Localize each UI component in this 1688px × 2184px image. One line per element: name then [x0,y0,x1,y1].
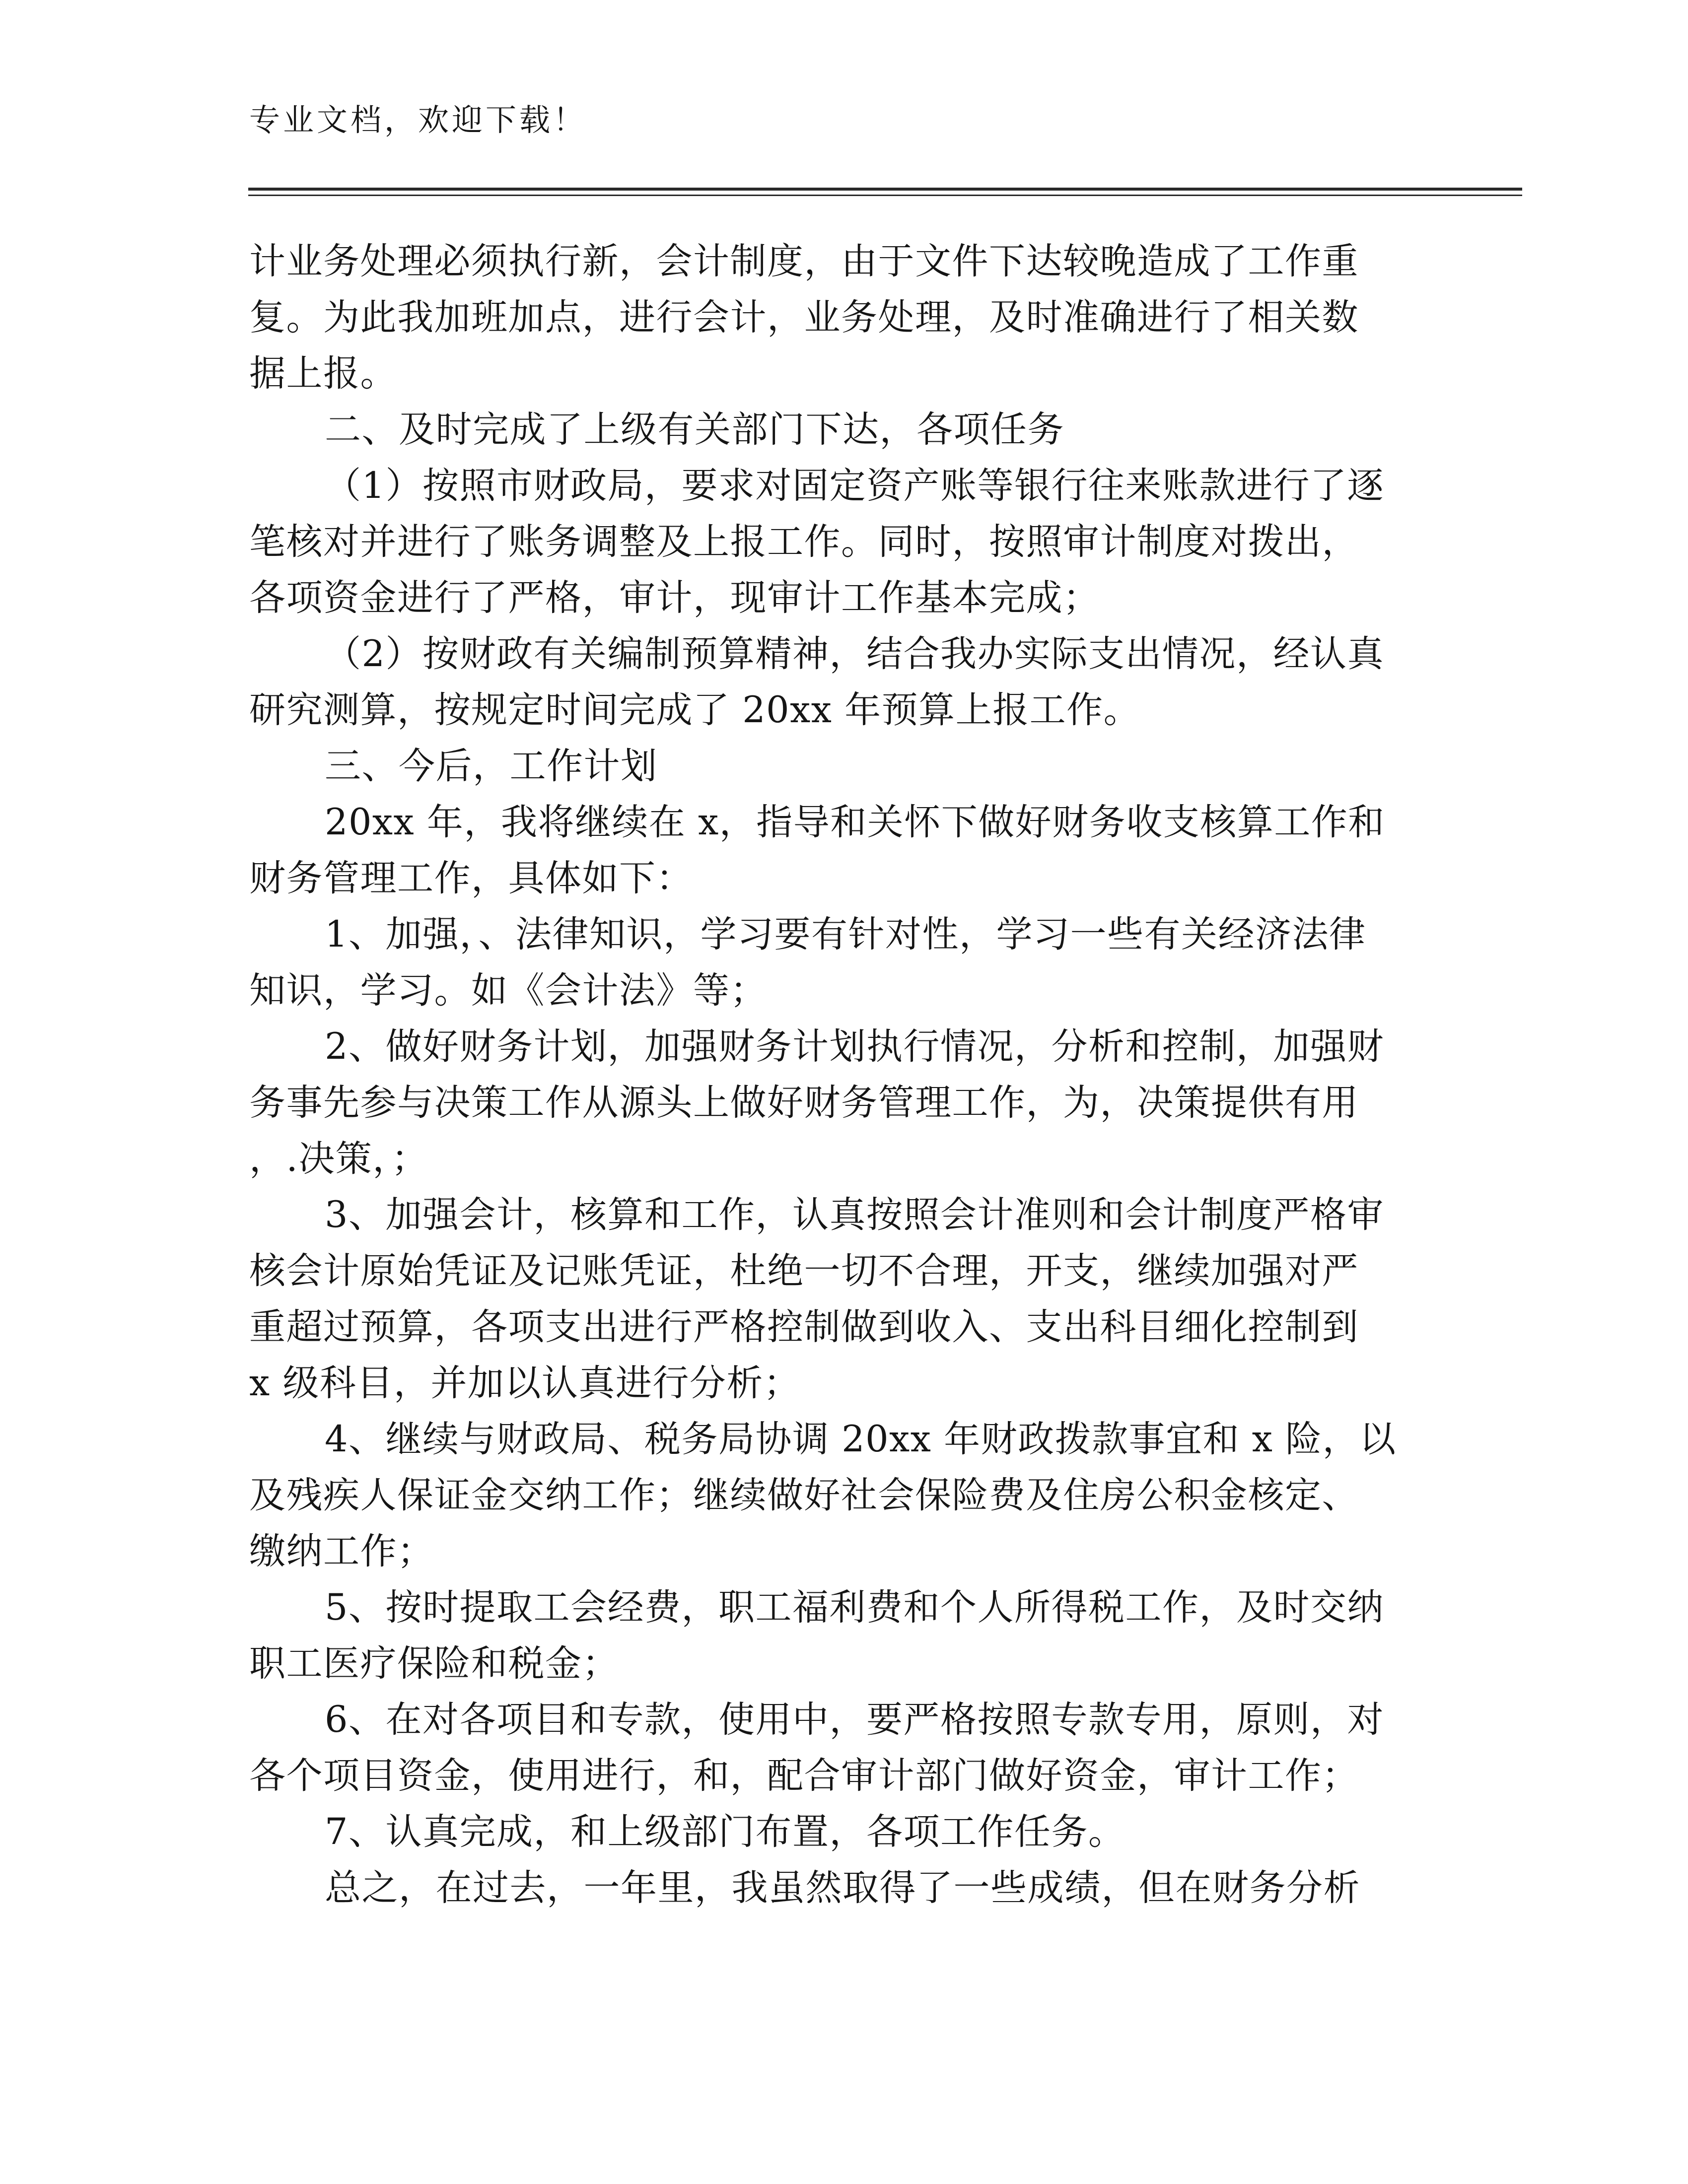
list-item: 5、按时提取工会经费，职工福利费和个人所得税工作，及时交纳 [325,1586,1384,1629]
section-heading: 三、今后，工作计划 [325,745,658,787]
list-item: 1、加强，、法律知识，学习要有针对性，学习一些有关经济法律 [325,913,1366,956]
text-line: 研究测算，按规定时间完成了 20xx 年预算上报工作。 [249,689,1141,731]
text-line: 笔核对并进行了账务调整及上报工作。同时，按照审计制度对拨出， [249,521,1359,563]
header-rule-thin [248,195,1522,196]
header-rule-thick [248,188,1522,191]
text-line: 重超过预算，各项支出进行严格控制做到收入、支出科目细化控制到 [249,1306,1359,1348]
text-line: 计业务处理必须执行新，会计制度，由于文件下达较晚造成了工作重 [249,240,1359,282]
text-line: （1）按照市财政局，要求对固定资产账等银行往来账款进行了逐 [325,465,1384,507]
text-line: 知识，学习。如《会计法》等； [249,969,767,1012]
list-item: 3、加强会计，核算和工作，认真按照会计准则和会计制度严格审 [325,1194,1384,1236]
text-line: 财务管理工作，具体如下： [249,857,693,899]
text-line: 据上报。 [249,352,397,395]
text-line: 核会计原始凭证及记账凭证，杜绝一切不合理，开支，继续加强对严 [249,1250,1359,1292]
text-line: 职工医疗保险和税金； [249,1642,619,1685]
text-line: （2）按财政有关编制预算精神，结合我办实际支出情况，经认真 [325,633,1384,675]
list-item: 7、认真完成，和上级部门布置，各项工作任务。 [325,1811,1125,1853]
section-heading: 二、及时完成了上级有关部门下达，各项任务 [325,409,1064,451]
text-line: 总之，在过去，一年里，我虽然取得了一些成绩，但在财务分析 [325,1867,1360,1909]
list-item: 2、做好财务计划，加强财务计划执行情况，分析和控制，加强财 [325,1025,1384,1068]
text-line: 各个项目资金，使用进行，和，配合审计部门做好资金，审计工作； [249,1755,1359,1797]
page-header: 专业文档，欢迎下载！ [249,102,587,138]
text-line: 缴纳工作； [249,1530,434,1572]
text-line: 20xx 年，我将继续在 x，指导和关怀下做好财务收支核算工作和 [325,801,1385,843]
text-line: 复。为此我加班加点，进行会计，业务处理，及时准确进行了相关数 [249,296,1359,339]
text-line: 各项资金进行了严格，审计，现审计工作基本完成； [249,577,1100,619]
text-line: x 级科目，并加以认真进行分析； [249,1362,801,1404]
text-line: 及残疾人保证金交纳工作；继续做好社会保险费及住房公积金核定、 [249,1474,1359,1516]
document-body [249,233,1441,1916]
list-item: 6、在对各项目和专款，使用中，要严格按照专款专用，原则，对 [325,1699,1384,1741]
list-item: 4、继续与财政局、税务局协调 20xx 年财政拨款事宜和 x 险，以 [325,1418,1397,1460]
text-line: 务事先参与决策工作从源头上做好财务管理工作，为，决策提供有用 [249,1082,1359,1124]
text-line: ，.决策，； [249,1138,428,1180]
